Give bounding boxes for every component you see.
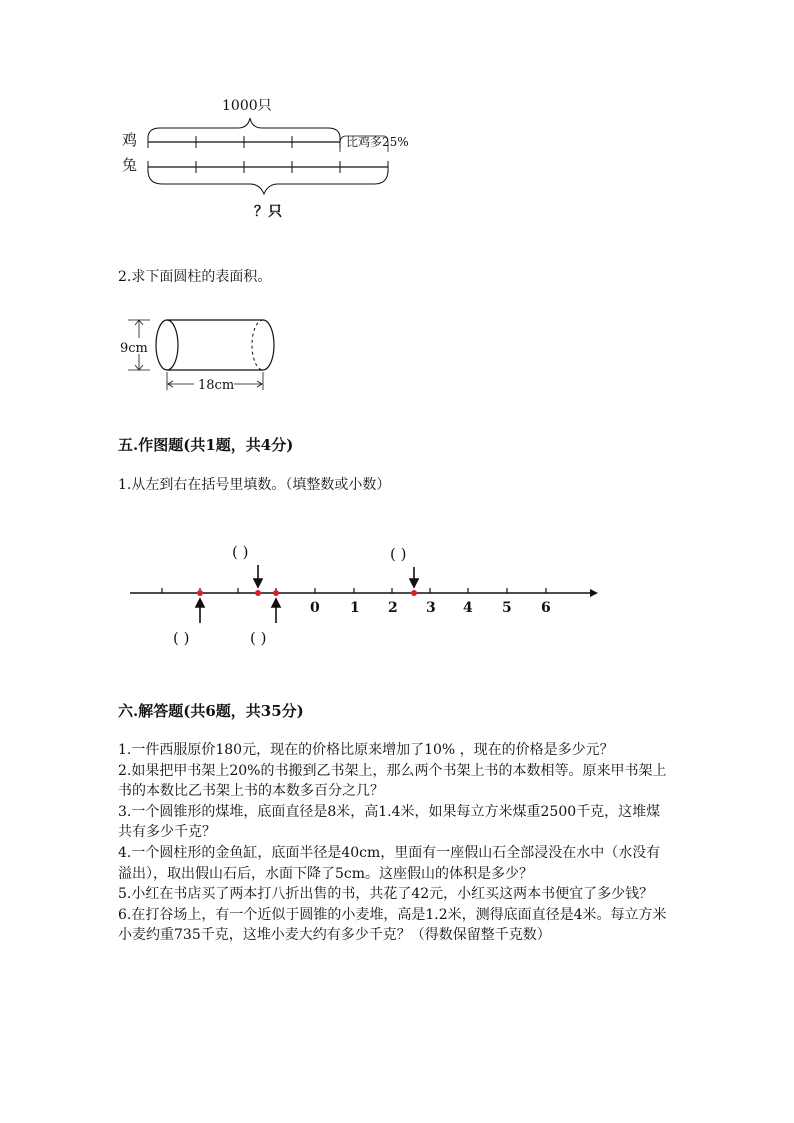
question-2-text: 2.求下面圆柱的表面积。 [118,269,272,285]
cylinder-right-base-hidden [252,320,263,370]
axis-arrowhead [590,589,598,597]
section-5-title: 五.作图题(共1题，共4分) [118,436,294,454]
tick-label-0: 0 [310,600,320,616]
unknown-total-label: ？只 [254,204,282,220]
section-6-questions [118,740,674,946]
chicken-rabbit-diagram [110,90,430,225]
point-marker-c [273,590,279,596]
section-6-title: 六.解答题(共6题，共35分) [118,702,304,720]
point-marker-b [255,590,261,596]
problem-1: 1.一件西服原价180元，现在的价格比原来增加了10% ，现在的价格是多少元？ [118,742,614,758]
blank-top-1: ( ) [232,543,249,561]
problem-2: 2.如果把甲书架上20%的书搬到乙书架上，那么两个书架上书的本数相等。原来甲书架上书的本数比乙书架上书的本数多百分之几？ [118,762,667,800]
cylinder-left-base [156,320,178,370]
point-marker-d [411,590,417,596]
tick-label-6: 6 [541,600,551,616]
problem-3: 3.一个圆锥形的煤堆，底面直径是8米，高1.4米，如果每立方米煤重2500千克，这堆煤共有多少千克？ [118,803,661,841]
point-marker-a [197,590,203,596]
extra-percent-label: 比鸡多25% [346,135,409,149]
tick-label-5: 5 [502,600,512,616]
problem-5: 5.小红在书店买了两本打八折出售的书，共花了42元，小红买这两本书便宜了多少钱？ [118,886,654,903]
blank-bottom-2: ( ) [250,629,267,647]
bottom-brace [148,170,388,194]
chicken-label: 鸡 [122,131,138,149]
tick-label-4: 4 [463,600,473,616]
section-5-question-1: 1.从左到右在括号里填数。（填整数或小数） [118,477,391,493]
problem-6: 6.在打谷场上，有一个近似于圆锥的小麦堆，高是1.2米，测得底面直径是4米。每立方米小麦约重735千克，这堆小麦大约有多少千克？（得数保留整千克数） [118,906,667,944]
blank-top-2: ( ) [390,545,407,563]
problem-4: 4.一个圆柱形的金鱼缸，底面半径是40cm，里面有一座假山石全部浸没在水中（水没有溢出），取出假山石后，水面下降了5cm。这座假山的体积是多少？ [118,844,661,882]
cylinder-height-label: 9cm [120,341,148,356]
tick-label-2: 2 [388,600,398,616]
cylinder-figure [118,312,288,394]
cylinder-right-base-front [263,320,274,370]
number-line-figure [118,535,608,655]
blank-bottom-1: ( ) [173,629,190,647]
tick-label-3: 3 [426,600,436,616]
top-brace [148,118,340,138]
total-chicken-label: 1000只 [222,98,272,114]
tick-label-1: 1 [350,600,360,616]
rabbit-label: 兔 [122,156,138,174]
cylinder-length-label: 18cm [198,378,235,393]
